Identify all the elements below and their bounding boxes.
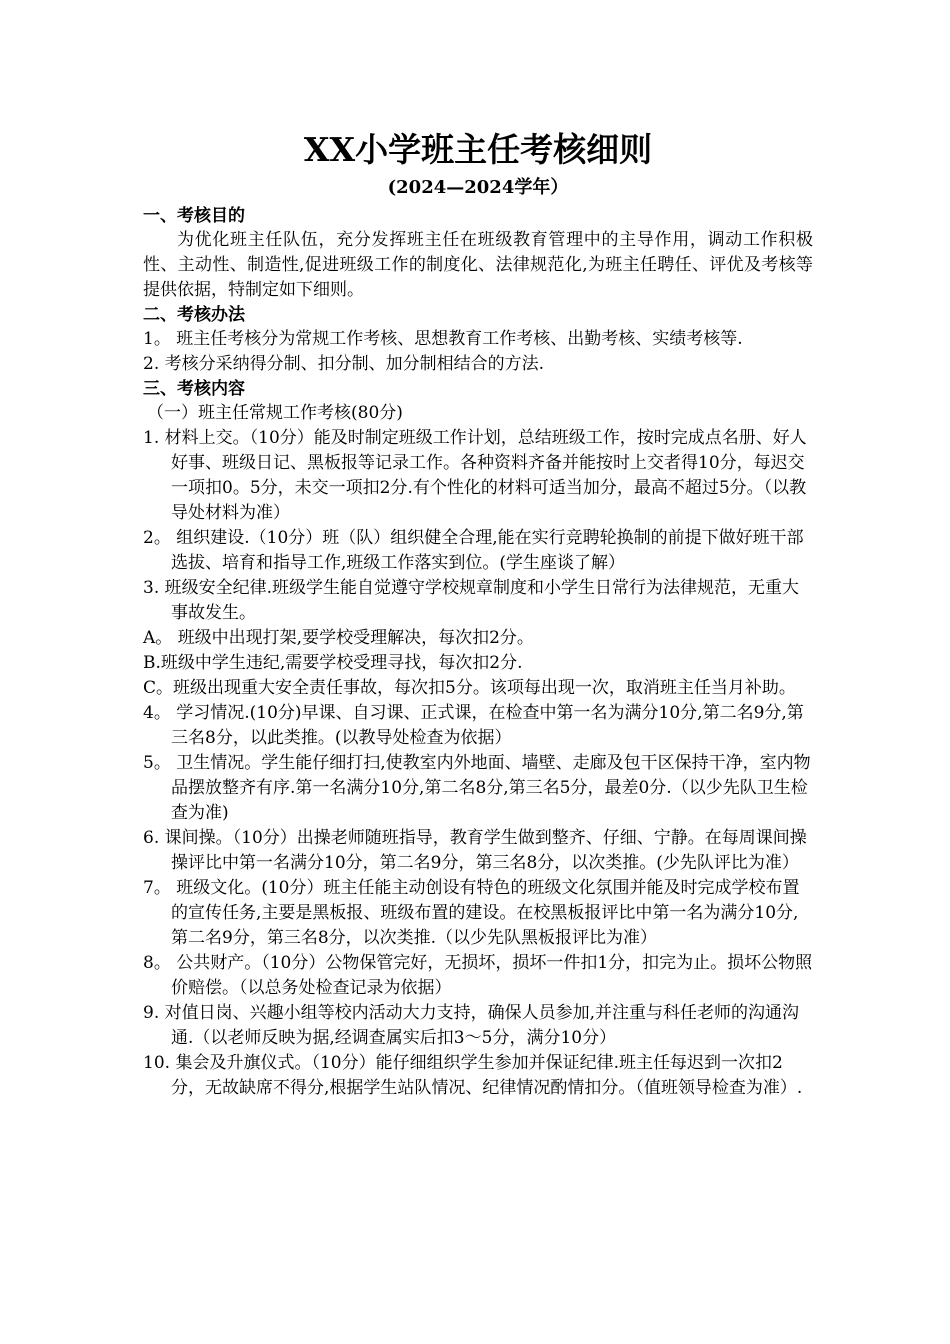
- document-subtitle: (2024—2024学年）: [387, 177, 569, 198]
- content-item-text: 课间操。（10分）出操老师随班指导，教育学生做到整齐、仔细、宁静。在每周课间操操评比中第一名满分10分，第二名9分，第三名8分，以次类推。(少先队评比为准）: [164, 828, 807, 873]
- content-item-number: 9.: [143, 1003, 165, 1023]
- content-item-text: 班级中出现打架,要学校受理解决，每次扣2分。: [177, 628, 534, 648]
- content-item-number: 7。: [143, 878, 177, 898]
- content-item-number: 3.: [143, 578, 165, 598]
- content-item-text: 公共财产。（10分）公物保管完好，无损坏，损坏一件扣1分，扣完为止。损坏公物照价赔偿。（以总务处检查记录为依据）: [171, 953, 813, 998]
- purpose-paragraph: 为优化班主任队伍，充分发挥班主任在班级教育管理中的主导作用，调动工作积极性、主动性、制造性,促进班级工作的制度化、法律规范化,为班主任聘任、评优及考核等提供依据，特制定如下细则。: [143, 230, 813, 300]
- content-item-number: 6.: [143, 828, 165, 848]
- document-title: XX小学班主任考核细则: [303, 130, 653, 169]
- content-item: [143, 676, 813, 701]
- content-item-number: 8。: [143, 953, 177, 973]
- section-heading-method: 二、考核办法: [143, 305, 245, 325]
- content-item-text: 班级出现重大安全责任事故，每次扣5分。该项每出现一次，取消班主任当月补助。: [173, 678, 796, 698]
- content-item-text: 对值日岗、兴趣小组等校内活动大力支持，确保人员参加,并注重与科任老师的沟通沟通.（以老师反映为据,经调查属实后扣3～5分，满分10分）: [164, 1003, 800, 1048]
- content-item: [143, 651, 813, 676]
- content-item: [143, 701, 813, 751]
- content-item: [143, 426, 813, 526]
- content-item-number: 4。: [143, 703, 177, 723]
- content-item: [143, 1001, 813, 1051]
- content-item: [143, 526, 813, 576]
- section-heading-purpose: 一、考核目的: [143, 206, 245, 226]
- method-item-number: 1。: [143, 329, 177, 349]
- content-item: [143, 751, 813, 826]
- content-item: [143, 951, 813, 1001]
- content-item-text: 卫生情况。学生能仔细打扫,使教室内外地面、墙壁、走廊及包干区保持干净，室内物品摆放整齐有序.第一名满分10分,第二名8分,第三名5分，最差0分.（以少先队卫生检查为准): [171, 753, 811, 823]
- content-item-text: 学习情况.(10分)早课、自习课、正式课，在检查中第一名为满分10分,第二名9分,第三名8分，以此类推。(以教导处检查为依据）: [171, 703, 804, 748]
- method-item-text: [143, 327, 743, 352]
- method-item-number: 2.: [143, 354, 165, 374]
- content-item-text: 班级文化。(10分）班主任能主动创设有特色的班级文化氛围并能及时完成学校布置的宣传任务,主要是黑板报、班级布置的建设。在校黑板报评比中第一名为满分10分,第二名9分，第三名8分，以次类推.（以少先队黑板报评比为准）: [171, 878, 800, 948]
- content-item-number: C。: [143, 678, 174, 698]
- content-item-number: 5。: [143, 753, 177, 773]
- content-item-text: 集会及升旗仪式。（10分）能仔细组织学生参加并保证纪律.班主任每迟到一次扣2分，无故缺席不得分,根据学生站队情况、纪律情况酌情扣分。（值班领导检查为准）.: [171, 1053, 803, 1098]
- content-item-text: B.班级中学生违纪,需要学校受理寻找，每次扣2分.: [143, 653, 523, 673]
- content-item: [143, 1051, 813, 1101]
- content-item-number: 10.: [143, 1053, 176, 1073]
- method-item-body: 考核分采纳得分制、扣分制、加分制相结合的方法.: [164, 354, 545, 374]
- content-item: [143, 876, 813, 951]
- content-item-text: 组织建设.（10分）班（队）组织健全合理,能在实行竞聘轮换制的前提下做好班干部选拔、培育和指导工作,班级工作落实到位。(学生座谈了解）: [171, 528, 804, 573]
- content-item-text: 班级安全纪律.班级学生能自觉遵守学校规章制度和小学生日常行为法律规范，无重大事故发生。: [164, 578, 800, 623]
- content-item: [143, 826, 813, 876]
- subsection-title: （一）班主任常规工作考核(80分): [147, 403, 403, 423]
- content-item: [143, 576, 813, 626]
- method-item-text: [143, 352, 545, 377]
- section-heading-content: 三、考核内容: [143, 379, 245, 399]
- content-item-number: 1.: [143, 428, 165, 448]
- method-item: [143, 327, 813, 352]
- method-item: [143, 352, 813, 377]
- content-item-number: 2。: [143, 528, 177, 548]
- content-item: [143, 626, 813, 651]
- method-item-body: 班主任考核分为常规工作考核、思想教育工作考核、出勤考核、实绩考核等.: [176, 329, 743, 349]
- content-item-number: A。: [143, 628, 178, 648]
- content-item-text: 材料上交。（10分）能及时制定班级工作计划，总结班级工作，按时完成点名册、好人好事、班级日记、黑板报等记录工作。各种资料齐备并能按时上交者得10分，每迟交一项扣0。5分，未交一项扣2分.有个性化的材料可适当加分，最高不超过5分。（以教导处材料为准）: [164, 428, 807, 523]
- document-body: [143, 128, 813, 1101]
